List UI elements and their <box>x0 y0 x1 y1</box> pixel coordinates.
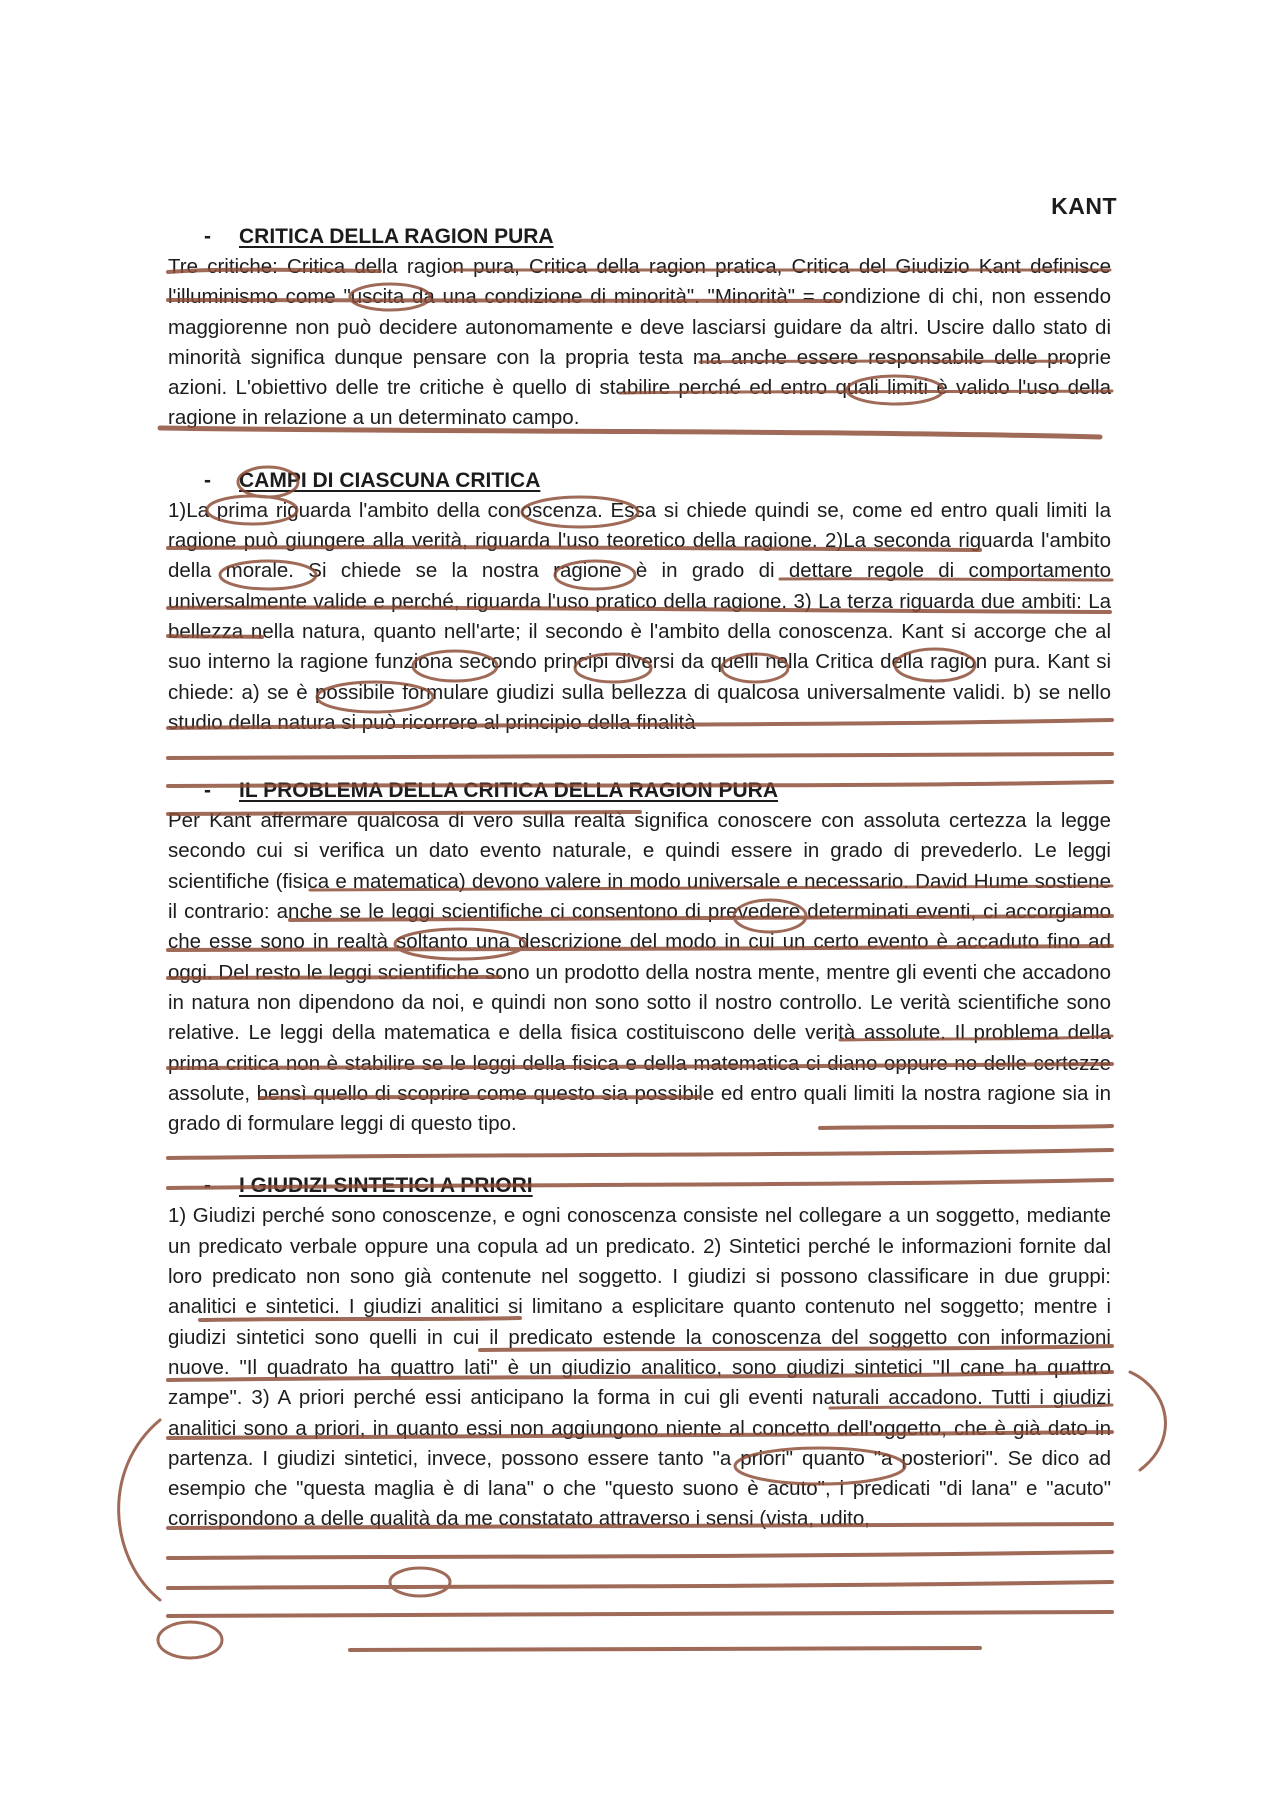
marker-circle <box>158 1622 222 1658</box>
heading-dash: - <box>204 225 211 248</box>
section-heading <box>168 1171 1111 1201</box>
marker-bracket <box>119 1420 160 1600</box>
marker-bracket <box>1130 1372 1165 1470</box>
heading-dash: - <box>204 779 211 803</box>
marker-underline <box>168 1582 1112 1588</box>
section-heading <box>168 222 1111 252</box>
heading-text: I GIUDIZI SINTETICI A PRIORI <box>239 1174 533 1198</box>
section-giudizi-sintetici <box>168 1171 1111 1534</box>
section-heading <box>168 466 1111 496</box>
marker-underline <box>350 1648 980 1650</box>
marker-underline <box>168 1612 1112 1616</box>
marker-circle <box>390 1568 450 1596</box>
page-header-title: KANT <box>1051 193 1117 219</box>
heading-text: IL PROBLEMA DELLA CRITICA DELLA RAGION PURA <box>239 779 778 803</box>
document-body <box>168 222 1111 1565</box>
section-problema-critica <box>168 776 1111 1139</box>
section-heading <box>168 776 1111 806</box>
section-paragraph: Tre critiche: Critica della ragion pura, Critica della ragion pratica, Critica del Giudizio Kant definisce l'illuminismo come "uscita da una condizione di minorità". "Minorità" = condizione di chi, non essendo maggiorenne non può decidere autonomamente e deve lasciarsi guidare da altri. Uscire dallo stato di minorità significa dunque pensare con la propria testa ma anche essere responsabile delle proprie azioni. L'obiettivo delle tre critiche è quello di stabilire perché ed entro quali limiti è valido l'uso della ragione in relazione a un determinato campo. <box>168 255 1111 430</box>
heading-text: CAMPI DI CIASCUNA CRITICA <box>239 468 541 492</box>
section-campi-critica <box>168 466 1111 738</box>
heading-text: CRITICA DELLA RAGION PURA <box>239 225 554 248</box>
section-paragraph: Per Kant affermare qualcosa di vero sulla realtà significa conoscere con assoluta certezza la legge secondo cui si verifica un dato evento naturale, e quindi essere in grado di prevederlo. Le leggi scientifiche (fisica e matematica) devono valere in modo universale e necessario. David Hume sostiene il contrario: anche se le leggi scientifiche ci consentono di prevedere determinati eventi, ci accorgiamo che esse sono in realtà soltanto una descrizione del modo in cui un certo evento è accaduto fino ad oggi. Del resto le leggi scientifiche sono un prodotto della nostra mente, mentre gli eventi che accadono in natura non dipendono da noi, e quindi non sono sotto il nostro controllo. Le verità scientifiche sono relative. Le leggi della matematica e della fisica costituiscono delle verità assolute. Il problema della prima critica non è stabilire se le leggi della fisica e della matematica ci diano oppure no delle certezze assolute, bensì quello di scoprire come questo sia possibile ed entro quali limiti la nostra ragione sia in grado di formulare leggi di questo tipo. <box>168 809 1111 1136</box>
section-paragraph: 1)La prima riguarda l'ambito della conoscenza. Essa si chiede quindi se, come ed entro quali limiti la ragione può giungere alla verità, riguarda l'uso teoretico della ragione. 2)La seconda riguarda l'ambito della morale. Si chiede se la nostra ragione è in grado di dettare regole di comportamento universalmente valide e perché, riguarda l'uso pratico della ragione. 3) La terza riguarda due ambiti: La bellezza nella natura, quanto nell'arte; il secondo è l'ambito della conoscenza. Kant si accorge che al suo interno la ragione funziona secondo principi diversi da quelli nella Critica della ragion pura. Kant si chiede: a) se è possibile formulare giudizi sulla bellezza di qualcosa universalmente validi. b) se nello studio della natura si può ricorrere al principio della finalità <box>168 498 1111 734</box>
section-paragraph: 1) Giudizi perché sono conoscenze, e ogni conoscenza consiste nel collegare a un soggetto, mediante un predicato verbale oppure una copula ad un predicato. 2) Sintetici perché le informazioni fornite dal loro predicato non sono già contenute nel soggetto. I giudizi si possono classificare in due gruppi: analitici e sintetici. I giudizi analitici si limitano a esplicitare quanto contenuto nel soggetto; mentre i giudizi sintetici sono quelli in cui il predicato estende la conoscenza del soggetto con informazioni nuove. "Il quadrato ha quattro lati" è un giudizio analitico, sono giudizi sintetici "Il cane ha quattro zampe". 3) A priori perché essi anticipano la forma in cui gli eventi naturali accadono. Tutti i giudizi analitici sono a priori, in quanto essi non aggiungono niente al concetto dell'oggetto, che è già dato in partenza. I giudizi sintetici, invece, possono essere tanto "a priori" quanto "a posteriori". Se dico ad esempio che "questa maglia è di lana" o che "questo suono è acuto", i predicati "di lana" e "acuto" corrispondono a delle qualità da me constatato attraverso i sensi (vista, udito, <box>168 1204 1111 1531</box>
section-critica-ragion-pura <box>168 222 1111 434</box>
heading-dash: - <box>204 1174 211 1198</box>
heading-dash: - <box>204 468 211 492</box>
